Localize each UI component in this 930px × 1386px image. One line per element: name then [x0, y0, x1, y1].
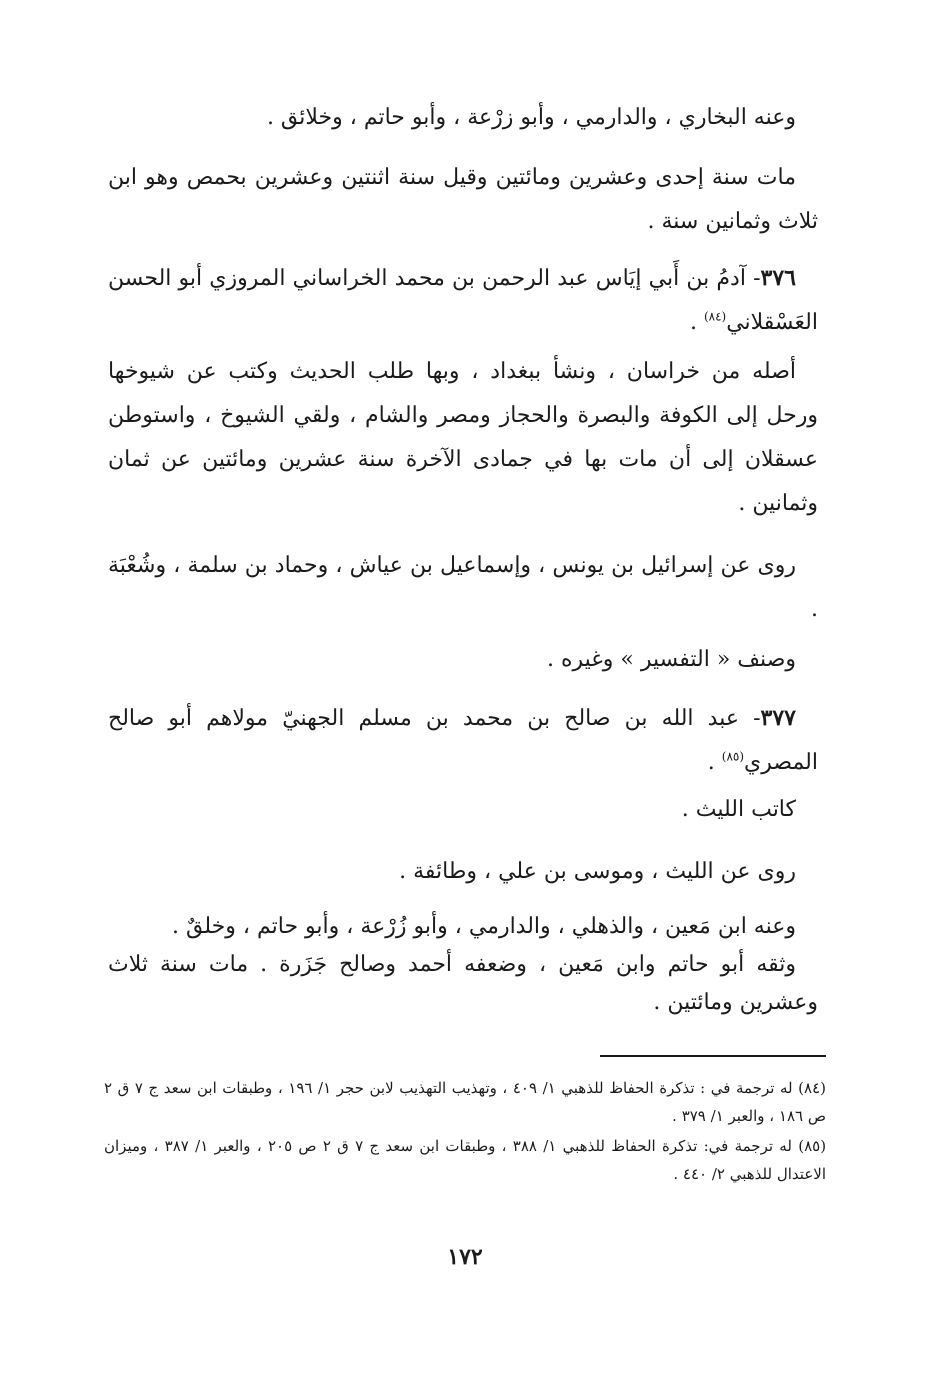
paragraph-students: وعنه البخاري ، والدارمي ، وأبو زرْعة ، وأبو حاتم ، وخلائق .	[266, 105, 796, 130]
paragraph-works: وصنف « التفسير » وغيره .	[546, 647, 796, 672]
paragraph-death: مات سنة إحدى وعشرين ومائتين وقيل سنة اثنتين وعشرين بحمص وهو ابن ثلاث وثمانين سنة .	[108, 165, 818, 234]
text-block-narrated-from-2	[108, 850, 818, 894]
page-number: ١٧٢	[447, 1244, 483, 1270]
paragraph-students-2: وعنه ابن مَعين ، والذهلي ، والدارمي ، وأبو زُرْعة ، وأبو حاتم ، وخلقٌ .	[172, 914, 796, 939]
footnote-84: (٨٤) له ترجمة في : تذكرة الحفاظ للذهبي ١/ ٤٠٩ ، وتهذيب التهذيب لابن حجر ١/ ١٩٦ ، وطبقات ابن سعد ج ٧ ق ٢ ص ١٨٦ ، والعبر ١/ ٣٧٩ .	[104, 1079, 826, 1125]
paragraph-reliability: وثقه أبو حاتم وابن مَعين ، وضعفه أحمد وصالح جَزَرة . مات سنة ثلاث وعشرين ومائتين .	[108, 952, 818, 1015]
text-block-works	[108, 638, 818, 682]
text-block-origin	[108, 350, 818, 526]
entry-377-heading	[108, 696, 818, 785]
footnotes-section	[104, 1074, 826, 1190]
entry-title-end: .	[707, 750, 722, 775]
entry-title: - آدمُ بن أَبي إيَاس عبد الرحمن بن محمد الخراساني المروزي أبو الحسن العَسْقلاني	[108, 266, 818, 335]
entry-376-heading	[108, 256, 818, 345]
text-block-death	[108, 156, 818, 244]
paragraph-narrated-from-2: روى عن الليث ، وموسى بن علي ، وطائفة .	[399, 859, 796, 884]
text-block-students-2	[108, 908, 818, 1022]
paragraph-origin: أصله من خراسان ، ونشأ ببغداد ، وبها طلب الحديث وكتب عن شيوخها ورحل إلى الكوفة والبصرة والحجاز ومصر والشام ، ولقي الشيوخ ، واستوطن عسقلان إلى أن مات بها في جمادى الآخرة سنة عشرين ومائتين عن ثمان وثمانين .	[108, 359, 818, 516]
paragraph-scribe: كاتب الليث .	[681, 797, 796, 822]
entry-number: ٣٧٦	[760, 265, 796, 291]
paragraph-narrated-from: روى عن إسرائيل بن يونس ، وإسماعيل بن عياش ، وحماد بن سلمة ، وشُعْبَة .	[108, 553, 818, 622]
entry-title: - عبد الله بن صالح بن محمد بن مسلم الجهنيّ مولاهم أبو صالح المصري	[108, 706, 818, 775]
entry-number: ٣٧٧	[760, 705, 796, 731]
footnote-divider	[600, 1055, 826, 1057]
footnote-ref[interactable]: (٨٥)	[721, 749, 745, 764]
entry-376	[108, 256, 818, 345]
entry-title-end: .	[689, 310, 704, 335]
footnote-ref[interactable]: (٨٤)	[703, 309, 727, 324]
entry-377	[108, 696, 818, 785]
text-block-continuation	[108, 96, 818, 140]
text-block-narrated-from	[108, 544, 818, 632]
text-block-scribe	[108, 788, 818, 832]
footnote-85: (٨٥) له ترجمة في: تذكرة الحفاظ للذهبي ١/ ٣٨٨ ، وطبقات ابن سعد ج ٧ ق ٢ ص ٢٠٥ ، والعبر ١/ ٣٨٧ ، وميزان الاعتدال للذهبي ٢/ ٤٤٠ .	[104, 1137, 827, 1183]
